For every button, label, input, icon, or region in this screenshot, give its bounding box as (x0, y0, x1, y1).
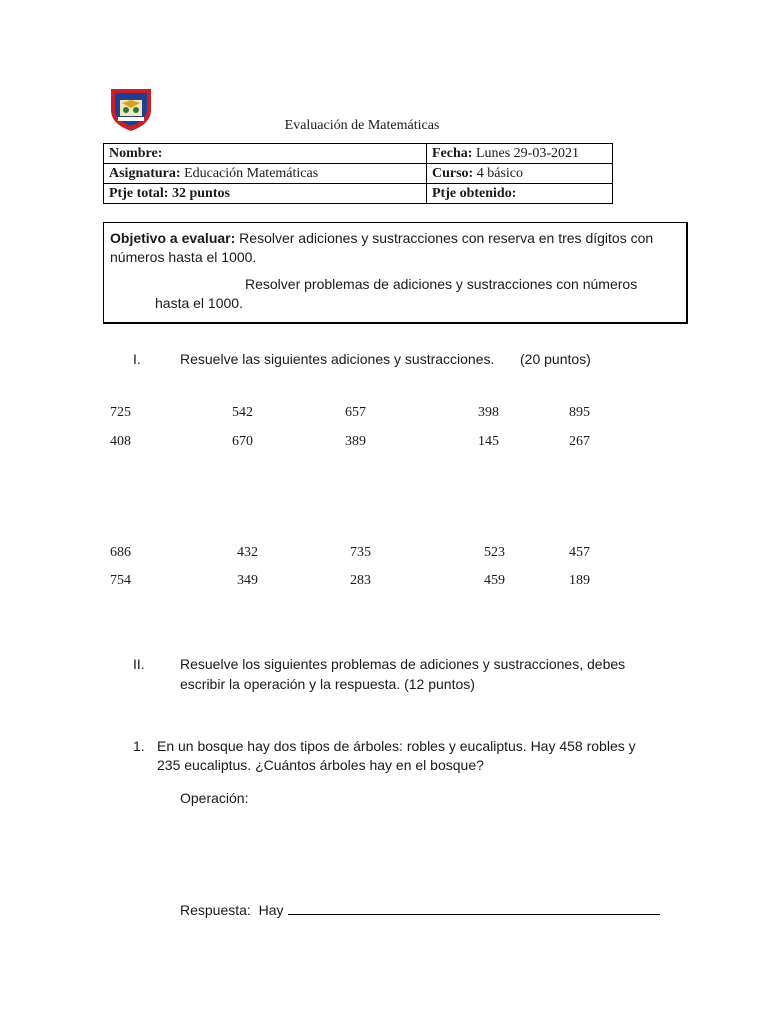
number-cell: 432 (237, 545, 258, 560)
section-2-instruction-line-1: Resuelve los siguientes problemas de adiciones y sustracciones, debes (180, 656, 626, 672)
ptje-obtenido-cell[interactable] (427, 184, 613, 204)
operation-label: Operación: (180, 790, 249, 806)
number-cell: 754 (110, 573, 131, 588)
answer-blank-line[interactable] (288, 900, 660, 915)
fecha-label: Fecha: (432, 146, 473, 161)
fecha-value: Lunes 29-03-2021 (475, 146, 579, 161)
curso-value: 4 básico (476, 166, 523, 181)
number-cell: 145 (478, 434, 499, 449)
number-cell: 686 (110, 545, 131, 560)
number-cell: 408 (110, 434, 131, 449)
number-cell: 735 (350, 545, 371, 560)
answer-prefix: Hay (258, 902, 284, 918)
asignatura-label: Asignatura: (109, 166, 181, 181)
number-cell: 670 (232, 434, 253, 449)
ptje-obtenido-label: Ptje obtenido: (432, 186, 517, 201)
section-1-numeral: I. (133, 351, 141, 367)
number-cell: 895 (569, 405, 590, 420)
number-cell: 542 (232, 405, 253, 420)
number-cell: 283 (350, 573, 371, 588)
answer-row (180, 900, 660, 918)
number-cell: 459 (484, 573, 505, 588)
section-1-instruction: Resuelve las siguientes adiciones y sustracciones. (180, 351, 495, 367)
curso-cell (427, 164, 613, 184)
number-cell: 398 (478, 405, 499, 420)
number-cell: 349 (237, 573, 258, 588)
objective-line-4: hasta el 1000. (155, 295, 243, 311)
objective-label: Objetivo a evaluar: (110, 230, 236, 246)
objective-line-2: números hasta el 1000. (110, 249, 257, 265)
asignatura-value: Educación Matemáticas (184, 166, 319, 181)
ptje-total-cell: Ptje total: 32 puntos (104, 184, 427, 204)
objective-line-3: Resolver problemas de adiciones y sustracciones con números (245, 276, 638, 292)
number-cell: 725 (110, 405, 131, 420)
section-2-numeral: II. (133, 656, 145, 672)
asignatura-cell (104, 164, 427, 184)
curso-label: Curso: (432, 166, 474, 181)
number-cell: 457 (569, 545, 590, 560)
student-info-table (103, 143, 613, 204)
nombre-label: Nombre: (109, 146, 163, 161)
page-title: Evaluación de Matemáticas (284, 118, 440, 133)
objective-line-1 (110, 230, 653, 246)
number-cell: 267 (569, 434, 590, 449)
nombre-cell[interactable] (104, 144, 427, 164)
number-cell: 389 (345, 434, 366, 449)
objective-text-1: Resolver adiciones y sustracciones con reserva en tres dígitos con (239, 230, 654, 246)
number-cell: 523 (484, 545, 505, 560)
section-2-instruction-line-2: escribir la operación y la respuesta. (12 puntos) (180, 676, 475, 692)
fecha-cell (427, 144, 613, 164)
number-cell: 657 (345, 405, 366, 420)
problem-1-line-2: 235 eucaliptus. ¿Cuántos árboles hay en el bosque? (157, 757, 484, 773)
problem-1-number: 1. (133, 738, 145, 754)
problem-1-line-1: En un bosque hay dos tipos de árboles: robles y eucaliptus. Hay 458 robles y (157, 738, 636, 754)
number-cell: 189 (569, 573, 590, 588)
section-1-points: (20 puntos) (520, 351, 591, 367)
answer-label: Respuesta: (180, 902, 251, 918)
